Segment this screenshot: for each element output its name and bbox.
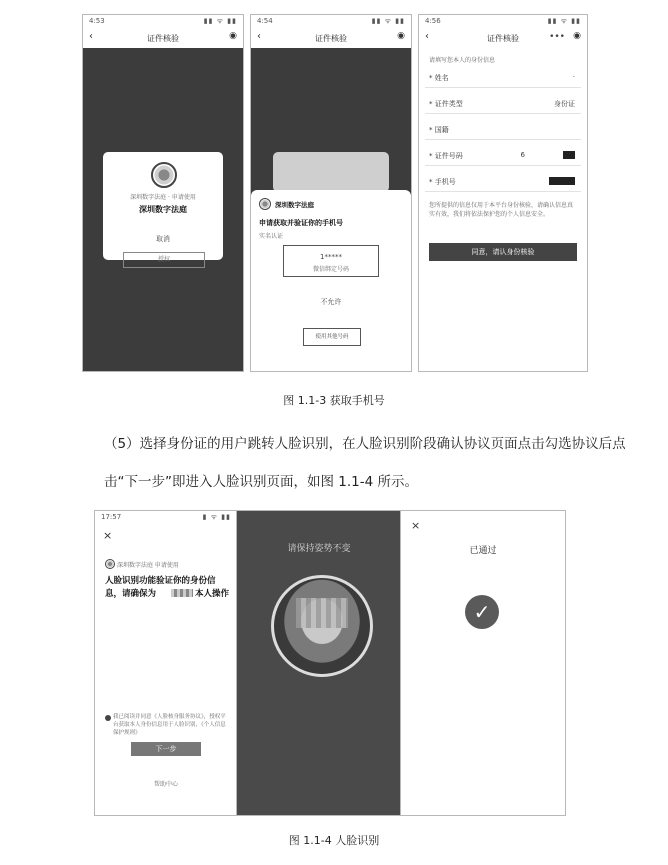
passed-status: 已通过 <box>469 546 497 556</box>
court-emblem-icon <box>151 162 177 188</box>
target-icon[interactable]: ◉ <box>573 31 581 41</box>
back-icon[interactable]: ‹ <box>257 31 261 42</box>
other-number-button[interactable]: 使用其他号码 <box>303 328 361 346</box>
status-time: 17:57 <box>101 513 122 521</box>
screen-identity-form <box>418 14 588 372</box>
target-icon[interactable]: ◉ <box>229 31 237 41</box>
sheet-subtitle: 实名认证 <box>259 233 284 240</box>
status-icons: ▮▮ ᯤ ▮▮ <box>371 17 405 25</box>
form-notice: 您所提供的信息仅用于本平台身份核验，请确认信息真实有效，我们将依法保护您的个人信息安全。 <box>429 202 574 218</box>
screen-auth-dialog <box>82 14 244 372</box>
form-row-nationality[interactable] <box>425 119 581 140</box>
more-icon[interactable]: ••• <box>549 32 565 42</box>
background-card <box>273 152 389 192</box>
shadow-button: 授权 <box>123 252 205 268</box>
nav-bar <box>251 28 411 48</box>
face-heading-line2: 息，请确保为 <box>105 589 157 599</box>
row-label: * 证件号码 <box>429 152 463 160</box>
status-bar <box>83 15 243 27</box>
nav-title: 证件核验 <box>315 34 347 43</box>
close-icon[interactable]: × <box>411 519 421 532</box>
agree-button[interactable]: 同意，请认身份核验 <box>429 243 577 261</box>
status-time: 4:56 <box>425 17 441 25</box>
sheet-title: 深圳数字法庭 <box>275 201 314 209</box>
face-heading-tail: 本人操作 <box>195 589 230 599</box>
close-icon[interactable]: × <box>103 529 113 542</box>
form-hint: 请填写您本人的身份信息 <box>429 57 496 64</box>
redacted-block <box>563 151 575 159</box>
phone-sheet <box>251 190 411 371</box>
status-icons: ▮ ᯤ ▮▮ <box>202 513 231 521</box>
form-row-id-number[interactable] <box>425 145 581 166</box>
wechat-bind-label: 微信绑定号码 <box>312 266 349 273</box>
row-label: * 手机号 <box>429 178 456 186</box>
face-pixelated <box>296 598 348 628</box>
status-bar <box>419 15 587 27</box>
form-row-name[interactable] <box>425 67 581 88</box>
status-icons: ▮▮ ᯤ ▮▮ <box>547 17 581 25</box>
nav-bar <box>419 28 587 48</box>
figure-caption-2: 图 1.1-4 人脸识别 <box>288 834 380 847</box>
status-bar <box>251 15 411 27</box>
back-icon[interactable]: ‹ <box>89 31 93 42</box>
help-center-link[interactable]: 帮助中心 <box>153 781 178 788</box>
paragraph-line-2: 击“下一步”即进入人脸识别页面，如图 1.1-4 所示。 <box>104 474 418 490</box>
row-value: 6 <box>520 151 525 159</box>
nav-title: 证件核验 <box>487 34 519 43</box>
row-label: * 国籍 <box>429 126 449 134</box>
row-value: 身份证 <box>554 100 575 108</box>
sheet-heading: 申请获取并验证你的手机号 <box>259 219 343 227</box>
screen-phone-number <box>250 14 412 372</box>
screen-face-agreement <box>94 510 238 816</box>
masked-phone: 1***** <box>320 253 342 261</box>
face-heading-line1: 人脸识别功能验证你的身份信 <box>105 576 216 586</box>
next-button[interactable]: 下一步 <box>131 742 201 756</box>
status-time: 4:54 <box>257 17 273 25</box>
form-row-phone[interactable] <box>425 171 581 192</box>
redacted-name <box>171 589 193 597</box>
nav-bar <box>83 28 243 48</box>
cancel-button[interactable]: 取消 <box>156 235 170 243</box>
success-check-icon: ✓ <box>465 595 499 629</box>
court-emblem-icon <box>105 559 115 569</box>
target-icon[interactable]: ◉ <box>397 31 405 41</box>
agreement-text: 我已阅读并同意《人脸核身服务协议》，授权平台获取本人身份信息用于人脸识别，《个人信息保护规则》 <box>113 714 226 736</box>
masked-phone-option[interactable] <box>283 245 379 277</box>
face-circle <box>271 575 373 677</box>
auth-card <box>103 152 223 260</box>
card-title: 深圳数字法庭 <box>139 205 187 214</box>
redacted-block <box>549 177 575 185</box>
row-value: · <box>572 73 575 81</box>
brand-text: 深圳数字法庭 申请使用 <box>117 562 179 569</box>
status-bar <box>95 511 237 523</box>
form-row-id-type[interactable] <box>425 93 581 114</box>
status-time: 4:53 <box>89 17 105 25</box>
status-icons: ▮▮ ᯤ ▮▮ <box>203 17 237 25</box>
deny-button[interactable]: 不允许 <box>320 298 342 306</box>
row-label: * 姓名 <box>429 74 449 82</box>
card-small-text: 深圳数字法庭 · 申请使用 <box>130 194 196 201</box>
paragraph-line-1: （5）选择身份证的用户跳转人脸识别，在人脸识别阶段确认协议页面点击勾选协议后点 <box>104 436 626 452</box>
screen-face-passed <box>400 510 566 816</box>
figure-caption-1: 图 1.1-3 获取手机号 <box>283 394 385 407</box>
row-label: * 证件类型 <box>429 100 463 108</box>
back-icon[interactable]: ‹ <box>425 31 429 42</box>
agreement-checkbox[interactable] <box>105 715 111 721</box>
screen-face-capture <box>236 510 402 816</box>
capture-prompt: 请保持姿势不变 <box>287 544 351 554</box>
court-emblem-icon <box>259 198 271 210</box>
nav-title: 证件核验 <box>147 34 179 43</box>
